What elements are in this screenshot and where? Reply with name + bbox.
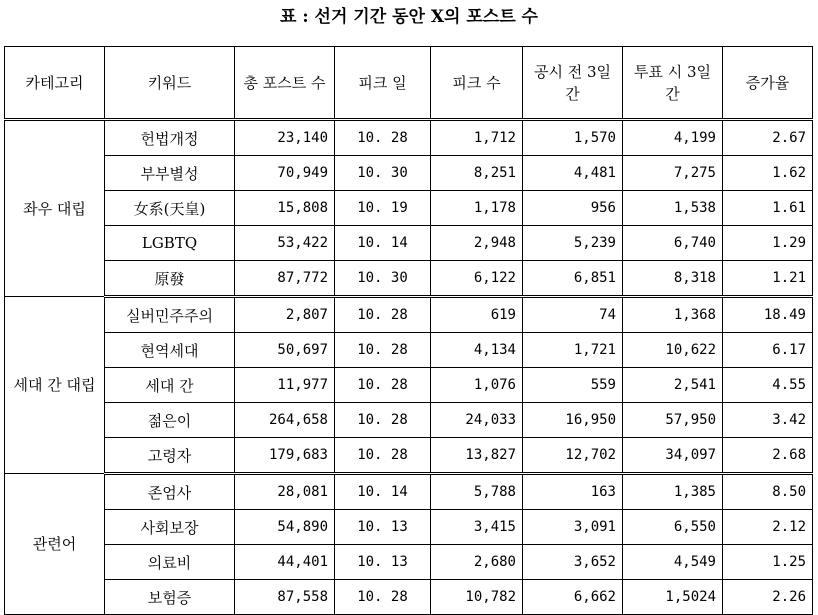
cell-peak-count: 3,415 bbox=[431, 510, 523, 545]
cell-voting-period: 34,097 bbox=[623, 438, 723, 474]
cell-before-announcement: 559 bbox=[523, 368, 623, 403]
cell-keyword: 헌법개정 bbox=[105, 120, 235, 156]
table-group bbox=[5, 474, 813, 615]
cell-peak-count: 24,033 bbox=[431, 403, 523, 438]
cell-peak-day: 10. 30 bbox=[335, 156, 431, 191]
table-row bbox=[5, 545, 813, 580]
table-row bbox=[5, 333, 813, 368]
cell-peak-count: 4,134 bbox=[431, 333, 523, 368]
cell-before-announcement: 3,652 bbox=[523, 545, 623, 580]
cell-before-announcement: 6,851 bbox=[523, 261, 623, 297]
header-increase-rate: 증가율 bbox=[723, 47, 813, 120]
cell-keyword: 부부별성 bbox=[105, 156, 235, 191]
cell-increase-rate: 2.68 bbox=[723, 438, 813, 474]
cell-keyword: 현역세대 bbox=[105, 333, 235, 368]
cell-peak-count: 13,827 bbox=[431, 438, 523, 474]
table-row bbox=[5, 403, 813, 438]
cell-peak-count: 2,680 bbox=[431, 545, 523, 580]
table-row bbox=[5, 261, 813, 297]
cell-keyword: 보험증 bbox=[105, 580, 235, 615]
header-total-posts: 총 포스트 수 bbox=[235, 47, 335, 120]
cell-keyword: 고령자 bbox=[105, 438, 235, 474]
header-row bbox=[5, 47, 813, 120]
cell-peak-count: 2,948 bbox=[431, 226, 523, 261]
cell-increase-rate: 6.17 bbox=[723, 333, 813, 368]
table-title: 표 : 선거 기간 동안 X의 포스트 수 bbox=[280, 7, 538, 27]
cell-peak-count: 8,251 bbox=[431, 156, 523, 191]
cell-total-posts: 28,081 bbox=[235, 474, 335, 510]
table-row bbox=[5, 156, 813, 191]
header-before-announcement: 공시 전 3일간 bbox=[523, 47, 623, 120]
cell-total-posts: 53,422 bbox=[235, 226, 335, 261]
cell-total-posts: 23,140 bbox=[235, 120, 335, 156]
cell-increase-rate: 2.26 bbox=[723, 580, 813, 615]
table-group bbox=[5, 120, 813, 297]
table-row bbox=[5, 474, 813, 510]
cell-increase-rate: 8.50 bbox=[723, 474, 813, 510]
posts-table bbox=[4, 46, 813, 615]
cell-peak-day: 10. 28 bbox=[335, 438, 431, 474]
cell-voting-period: 1,385 bbox=[623, 474, 723, 510]
cell-keyword: 존엄사 bbox=[105, 474, 235, 510]
cell-total-posts: 50,697 bbox=[235, 333, 335, 368]
cell-peak-count: 1,712 bbox=[431, 120, 523, 156]
cell-peak-count: 1,178 bbox=[431, 191, 523, 226]
cell-total-posts: 264,658 bbox=[235, 403, 335, 438]
cell-voting-period: 4,199 bbox=[623, 120, 723, 156]
cell-keyword: 사회보장 bbox=[105, 510, 235, 545]
table-row bbox=[5, 297, 813, 333]
cell-increase-rate: 1.62 bbox=[723, 156, 813, 191]
cell-before-announcement: 956 bbox=[523, 191, 623, 226]
cell-total-posts: 87,772 bbox=[235, 261, 335, 297]
cell-peak-day: 10. 28 bbox=[335, 297, 431, 333]
cell-peak-day: 10. 28 bbox=[335, 120, 431, 156]
cell-before-announcement: 16,950 bbox=[523, 403, 623, 438]
header-peak-day: 피크 일 bbox=[335, 47, 431, 120]
cell-before-announcement: 12,702 bbox=[523, 438, 623, 474]
cell-voting-period: 6,550 bbox=[623, 510, 723, 545]
cell-peak-count: 1,076 bbox=[431, 368, 523, 403]
header-keyword: 키워드 bbox=[105, 47, 235, 120]
cell-before-announcement: 163 bbox=[523, 474, 623, 510]
cell-before-announcement: 4,481 bbox=[523, 156, 623, 191]
cell-category: 세대 간 대립 bbox=[5, 297, 105, 474]
cell-voting-period: 8,318 bbox=[623, 261, 723, 297]
cell-total-posts: 54,890 bbox=[235, 510, 335, 545]
cell-peak-day: 10. 28 bbox=[335, 580, 431, 615]
cell-keyword: 세대 간 bbox=[105, 368, 235, 403]
cell-peak-day: 10. 30 bbox=[335, 261, 431, 297]
cell-peak-day: 10. 13 bbox=[335, 545, 431, 580]
cell-voting-period: 1,368 bbox=[623, 297, 723, 333]
cell-increase-rate: 1.29 bbox=[723, 226, 813, 261]
cell-before-announcement: 6,662 bbox=[523, 580, 623, 615]
cell-total-posts: 2,807 bbox=[235, 297, 335, 333]
cell-increase-rate: 3.42 bbox=[723, 403, 813, 438]
cell-total-posts: 11,977 bbox=[235, 368, 335, 403]
cell-increase-rate: 1.25 bbox=[723, 545, 813, 580]
cell-voting-period: 7,275 bbox=[623, 156, 723, 191]
cell-peak-day: 10. 28 bbox=[335, 333, 431, 368]
cell-increase-rate: 2.12 bbox=[723, 510, 813, 545]
table-row bbox=[5, 120, 813, 156]
cell-before-announcement: 1,570 bbox=[523, 120, 623, 156]
header-category: 카테고리 bbox=[5, 47, 105, 120]
cell-peak-count: 619 bbox=[431, 297, 523, 333]
cell-voting-period: 2,541 bbox=[623, 368, 723, 403]
cell-total-posts: 179,683 bbox=[235, 438, 335, 474]
cell-keyword: 실버민주주의 bbox=[105, 297, 235, 333]
cell-before-announcement: 5,239 bbox=[523, 226, 623, 261]
cell-category: 관련어 bbox=[5, 474, 105, 615]
cell-peak-day: 10. 13 bbox=[335, 510, 431, 545]
cell-keyword: 女系(天皇) bbox=[105, 191, 235, 226]
cell-keyword: 젊은이 bbox=[105, 403, 235, 438]
cell-peak-day: 10. 19 bbox=[335, 191, 431, 226]
cell-increase-rate: 18.49 bbox=[723, 297, 813, 333]
cell-category: 좌우 대립 bbox=[5, 120, 105, 297]
header-voting-period: 투표 시 3일간 bbox=[623, 47, 723, 120]
table-row bbox=[5, 226, 813, 261]
cell-voting-period: 1,5024 bbox=[623, 580, 723, 615]
cell-peak-day: 10. 28 bbox=[335, 403, 431, 438]
cell-increase-rate: 1.61 bbox=[723, 191, 813, 226]
table-row bbox=[5, 438, 813, 474]
cell-total-posts: 87,558 bbox=[235, 580, 335, 615]
table-header bbox=[5, 47, 813, 120]
table-row bbox=[5, 368, 813, 403]
table-row bbox=[5, 510, 813, 545]
cell-peak-count: 6,122 bbox=[431, 261, 523, 297]
cell-peak-count: 5,788 bbox=[431, 474, 523, 510]
table-row bbox=[5, 580, 813, 615]
cell-voting-period: 57,950 bbox=[623, 403, 723, 438]
cell-before-announcement: 3,091 bbox=[523, 510, 623, 545]
table-group bbox=[5, 297, 813, 474]
cell-peak-count: 10,782 bbox=[431, 580, 523, 615]
cell-keyword: LGBTQ bbox=[105, 226, 235, 261]
cell-voting-period: 6,740 bbox=[623, 226, 723, 261]
cell-increase-rate: 4.55 bbox=[723, 368, 813, 403]
cell-peak-day: 10. 14 bbox=[335, 226, 431, 261]
table-row bbox=[5, 191, 813, 226]
cell-peak-day: 10. 14 bbox=[335, 474, 431, 510]
cell-keyword: 原發 bbox=[105, 261, 235, 297]
cell-before-announcement: 1,721 bbox=[523, 333, 623, 368]
cell-total-posts: 15,808 bbox=[235, 191, 335, 226]
cell-total-posts: 70,949 bbox=[235, 156, 335, 191]
cell-keyword: 의료비 bbox=[105, 545, 235, 580]
cell-voting-period: 10,622 bbox=[623, 333, 723, 368]
cell-voting-period: 4,549 bbox=[623, 545, 723, 580]
cell-peak-day: 10. 28 bbox=[335, 368, 431, 403]
cell-before-announcement: 74 bbox=[523, 297, 623, 333]
header-peak-count: 피크 수 bbox=[431, 47, 523, 120]
cell-increase-rate: 2.67 bbox=[723, 120, 813, 156]
cell-increase-rate: 1.21 bbox=[723, 261, 813, 297]
cell-voting-period: 1,538 bbox=[623, 191, 723, 226]
cell-total-posts: 44,401 bbox=[235, 545, 335, 580]
